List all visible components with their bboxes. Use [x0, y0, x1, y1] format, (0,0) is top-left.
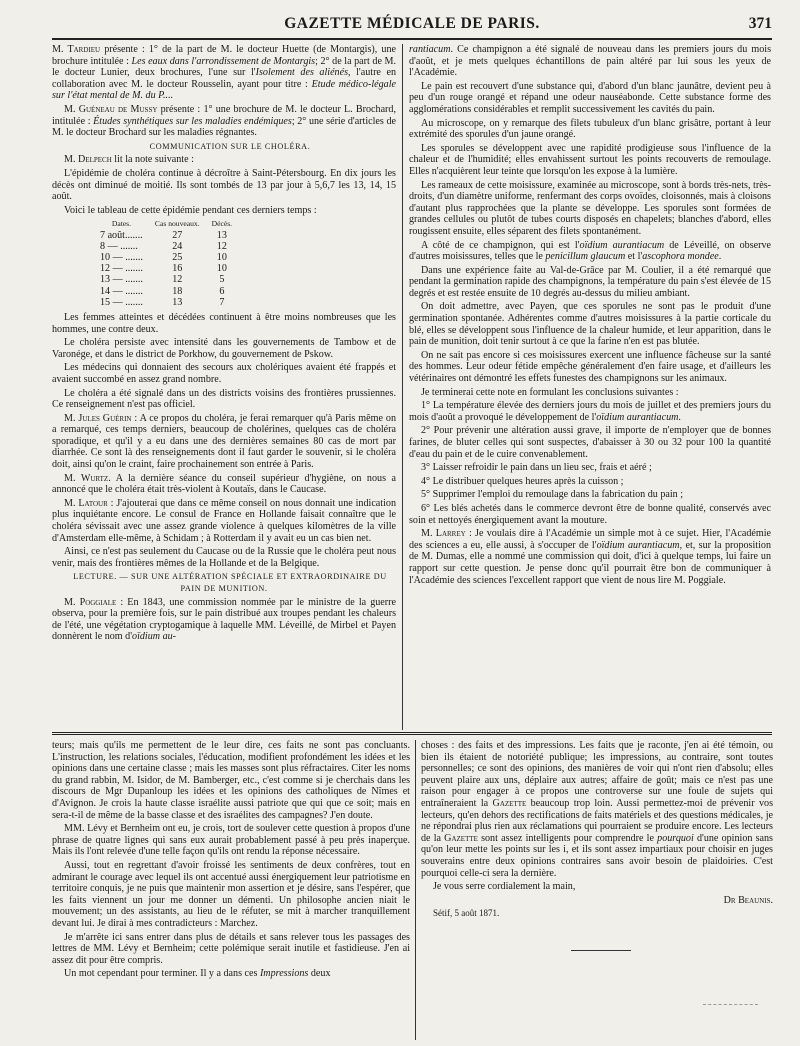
paragraph: Je m'arrête ici sans entrer dans plus de détails et sans relever tous les passages des lettres de MM. Lévy et Bernheim; cette polémique serait inutile et fastidieuse. J'en ai assez dit pour être compris.	[52, 931, 410, 966]
paragraph: Le choléra persiste avec intensité dans les gouvernements de Tambow et de Varonége, et dans le district de Porkhow, du gouvernement de Pskow.	[52, 337, 396, 360]
paragraph: L'épidémie de choléra continue à décroître à Saint-Pétersbourg. En dix jours les décès ont diminué de moitié. Ils sont tombés de 13 par jour à 5,6,7 les 13, 14, 15 août.	[52, 167, 396, 203]
table-row: 7 août....... 27 13	[100, 229, 227, 241]
paragraph: rantiacum. Ce champignon a été signalé de nouveau dans les premiers jours du mois d'août, et je mets quelques échantillons de pain altéré par lui sous les yeux de l'Académie.	[409, 44, 771, 79]
paragraph: Le pain est recouvert d'une substance qui, d'abord d'un blanc jaunâtre, devient peu à peu d'un rouge orangé et répand une odeur nauséabonde. Cette substance forme des agglomérations considérables et remplit successivement les cavités du pain.	[409, 80, 771, 115]
cholera-table	[100, 218, 244, 308]
signature: Dr Beaunis.	[723, 894, 773, 906]
paragraph: Le choléra a été signalé dans un des districts voisins des frontières prussiennes. Ce renseignement n'est pas officiel.	[52, 387, 396, 411]
table-row: 15 — ....... 13 7	[100, 296, 225, 308]
section-heading: LECTURE. — SUR UNE ALTÉRATION SPÉCIALE ET EXTRAORDINAIRE DU PAIN DE MUNITION.	[73, 572, 387, 593]
column-left	[52, 44, 396, 730]
paragraph: M. Delpech lit la note suivante :	[64, 154, 194, 166]
table-row: 8 — ....... 24 12	[100, 240, 227, 252]
paragraph: Voici le tableau de cette épidémie pendant ces derniers temps :	[64, 204, 317, 216]
column-bottom-left	[52, 740, 410, 1040]
table-row: 14 — ....... 18 6	[100, 285, 225, 297]
paragraph: M. Tardieu présente : 1° de la part de M. le docteur Huette (de Montargis), une brochure intitulée : Les eaux dans l'arrondissement de Montargis; 2° de la part de M. le docteur Lunier, deux brochures, l'une sur l'Isolement des aliénés, l'autre en collaboration avec M. le docteur Rousselin, ayant pour titre : Etude médico-légale sur l'état mental de M. du P....	[52, 44, 396, 102]
end-rule	[571, 950, 631, 951]
table-row: 12 — ....... 16 10	[100, 263, 227, 275]
conclusion-item: 3° Laisser refroidir le pain dans un lieu sec, frais et aéré ;	[421, 462, 652, 474]
paragraph: Les sporules se développent avec une rapidité prodigieuse sous l'influence de la chaleur et de l'humidité; elles envahissent surtout les points recouverts de remoulage. Elles n'acquièrent leur teinte que lorsqu'on les expose à la lumière.	[409, 142, 771, 177]
paragraph: Les médecins qui donnaient des secours aux cholériques avaient été frappés et avaient succombé en assez grand nombre.	[52, 362, 396, 385]
conclusion-item: 4° Le distribuer quelques heures après la cuisson ;	[421, 475, 624, 487]
paragraph: Ainsi, ce n'est pas seulement du Caucase ou de la Russie que le choléra peut nous venir, mais des frontières mêmes de la Hollande et de la Belgique.	[52, 546, 396, 569]
paragraph: A côté de ce champignon, qui est l'oïdium aurantiacum de Léveillé, on observe d'autres moisissures, telles que le penicillum glaucum et l'ascophora mondee.	[409, 239, 771, 263]
paragraph: M. Guéneau de Mussy présente : 1° une brochure de M. le docteur L. Brochard, intitulée : Études synthétiques sur les maladies endémiques; 2° une série d'articles de M. le docteur Brochard sur les maladies régnantes.	[52, 103, 396, 139]
table-header: Dates.	[111, 219, 132, 229]
dateline: Sétif, 5 août 1871.	[433, 908, 500, 919]
paragraph: Un mot cependant pour terminer. Il y a dans ces Impressions deux	[64, 968, 331, 980]
paragraph: Dans une expérience faite au Val-de-Grâce par M. Coulier, il a été remarqué que pendant la germination rapide des champignons, la température du pain s'est élevée de 15 degrés et est restée ensuite de 10 degrés au-dessus du milieu ambiant.	[409, 264, 771, 299]
paragraph: M. Latour : J'ajouterai que dans ce même conseil on nous donnait une indication plus inquiétante encore. Le consul de France en Hollande faisait connaître que le choléra sévissait avec une assez grande violence à quelques kilomètres de la ville d'Amsterdam elle-même, à Schidam ; à Rotterdam il y avait eu un cas bien net.	[52, 497, 396, 544]
section-separator	[52, 732, 772, 735]
conclusion-item: 6° Les blés achetés dans le commerce devront être de bonne qualité, conservés avec soin et nettoyés énergiquement avant la mouture.	[409, 502, 771, 526]
paragraph: Au microscope, on y remarque des filets tubuleux d'un blanc grisâtre, portant à leur extrémité des sporules d'un jaune orangé.	[409, 117, 771, 141]
paragraph: Je terminerai cette note en formulant les conclusions suivantes :	[421, 386, 679, 398]
column-divider	[415, 740, 416, 1040]
paragraph: Les femmes atteintes et décédées continuent à être moins nombreuses que les hommes, une contre deux.	[52, 311, 396, 335]
conclusion-item: 5° Supprimer l'emploi du remoulage dans la fabrication du pain ;	[421, 489, 684, 501]
section-heading: COMMUNICATION SUR LE CHOLÉRA.	[149, 141, 311, 151]
conclusion-item: 1° La température élevée des derniers jours du mois de juillet et des premiers jours du mois d'août a provoqué le développement de l'oïdium aurantiacum.	[409, 400, 771, 423]
paragraph: M. Wurtz. A la dernière séance du conseil supérieur d'hygiène, on nous a annoncé que le choléra était très-violent à Koutaïs, dans le Caucase.	[52, 472, 396, 496]
paragraph: Les rameaux de cette moisissure, examinée au microscope, sont à bords très-nets, très-droits, d'un diamètre uniforme, renfermant des corps ovoïdes, cloisonnés, mais à cloisons d'autant plus rapprochées que la plante se développe. Les sporules sont formées de grandes cellules ou plutôt de tubes courts disposés en chapelets; blanches d'abord, elles rougissent ensuite, elles séparent des filets spontanément.	[409, 179, 771, 237]
column-right	[409, 44, 771, 730]
paragraph: M. Larrey : Je voulais dire à l'Académie un simple mot à ce sujet. Hier, l'Académie des sciences a eu, elle aussi, à s'occuper de l'oïdium aurantiacum, et, sur la proposition de M. Dumas, elle a nommé une commission qui doit, d'ici à quelque temps, lui faire un rapport sur cette question. Je pense donc qu'il pourrait être bon de communiquer à l'Académie des sciences l'excellent rapport que vient de nous lire M. Poggiale.	[409, 528, 771, 586]
column-bottom-right	[421, 740, 773, 1040]
paragraph: On ne sait pas encore si ces moisissures exercent une influence fâcheuse sur la santé des hommes. Leur odeur fétide empêche généralement d'en faire usage, et d'ailleurs les vétérinaires ont démontré les effets funestes des champignons sur les animaux.	[409, 349, 771, 385]
paragraph: On doit admettre, avec Payen, que ces sporules ne sont pas le produit d'une germination spontanée. Adhérentes comme d'autres moisissures à la partie corticale du blé, elles se développent sous l'influence de la chaleur humide, et leur apparition, dans le pain de munition, doit tenir surtout à ce que la farine n'en est pas blutée.	[409, 301, 771, 348]
paragraph: Aussi, tout en regrettant d'avoir froissé les sentiments de deux confrères, tout en admirant le courage avec lequel ils ont accentué aussi énergiquement leur patriotisme en territoire conquis, je ne puis que maintenir mon assertion et je désire, sans l'espérer, que les faits viennent un jour me donner un démenti. Un philosophe ancien niait le mouvement; un des assistants, au lieu de le réfuter, se mit à marcher tranquillement devant lui. Je dirai à mes contradicteurs : Marchez.	[52, 859, 410, 929]
column-divider	[402, 44, 403, 730]
paragraph: M. Jules Guérin : A ce propos du choléra, je ferai remarquer qu'à Paris même on a remarqué, ces temps derniers, beaucoup de cholérines, quelques cas de choléra sporadique, et qu'il y a eu dans une des dernières semaines 80 cas de mort par diarrhée. Ce sont là des renseignements dont il faut garder le souvenir, si le choléra doit, ainsi qu'on le craint, faire prochainement son entrée à Paris.	[52, 412, 396, 471]
table-row: 10 — ....... 25 10	[100, 251, 227, 263]
page-number: 371	[748, 15, 772, 32]
printing-mark	[703, 1004, 758, 1005]
table-row: 13 — ....... 12 5	[100, 274, 225, 286]
paragraph: MM. Lévy et Bernheim ont eu, je crois, tort de soulever cette question à propos d'une phrase de quatre lignes qui sans eux aurait probablement passé à peu près inaperçue. Mais ils l'ont relevée d'une telle façon qu'ils ont rendu la réponse nécessaire.	[52, 823, 410, 858]
paragraph: Je vous serre cordialement la main,	[433, 881, 576, 893]
paragraph: teurs; mais qu'ils me permettent de le leur dire, ces faits ne sont pas concluants. L'instruction, les relations sociales, l'éducation, modifient profondément les idées et les opinions dans une certaine classe ; mais les masses sont plus réfractaires. Citer les noms du grand rabbin, M. Isidor, de M. Bamberger, etc., c'est comme si je cherchais dans les discours de Mgr Dupanloup les idées et les opinions des catholiques de Nîmes et d'Avignon. Je crois la haute classe israélite aussi patriote que qui que ce soit; mais en sera-t-il de même de la basse classe et des israélites des campagnes? J'en doute.	[52, 740, 410, 821]
journal-title: GAZETTE MÉDICALE DE PARIS.	[284, 15, 540, 32]
table-header: Cas nouveaux.	[154, 219, 200, 229]
page-header	[52, 12, 772, 40]
paragraph: choses : des faits et des impressions. Les faits que je raconte, j'en ai été témoin, ou bien ils étaient de notoriété publique; les impressions, au contraire, sont toutes personnelles; ce sont des opinions, des manières de voir qui n'ont rien d'absolu; elles peuvent plaire aux uns, déplaire aux autres; affaire de goût; mais ce n'est pas une raison pour engager à ce propos une controverse sur une foule de sujets qui entraîneraient la Gazette beaucoup trop loin. Aussi permettez-moi de prévenir vos lecteurs, qu'en dehors des rectifications de faits matériels et des questions médicales, je ne répondrai plus rien aux réclamations qui pourraient se produire encore. Les lecteurs de la Gazette sont assez intelligents pour comprendre le pourquoi d'une opinion sans qu'on leur mette les points sur les i, et ils sont assez impartiaux pour choisir en juges souverains entre deux opinions contraires sans avoir besoin de plaidoiries. C'est pourquoi celle-ci sera la dernière.	[421, 740, 773, 879]
table-header: Décès.	[211, 219, 233, 229]
paragraph: M. Poggiale : En 1843, une commission nommée par le ministre de la guerre observa, pour la première fois, sur le pain distribué aux troupes pendant les chaleurs de l'été, une végétation cryptogamique à laquelle MM. Léveillé, de Mirbel et Payen donnèrent le nom d'oïdium au-	[52, 596, 396, 643]
conclusion-item: 2° Pour prévenir une altération aussi grave, il importe de n'employer que de bonnes farines, de bluter celles qui sont suspectes, d'abaisser à 30 ou 32 pour 100 la quantité d'eau du pain et de le cuire convenablement.	[409, 425, 771, 460]
